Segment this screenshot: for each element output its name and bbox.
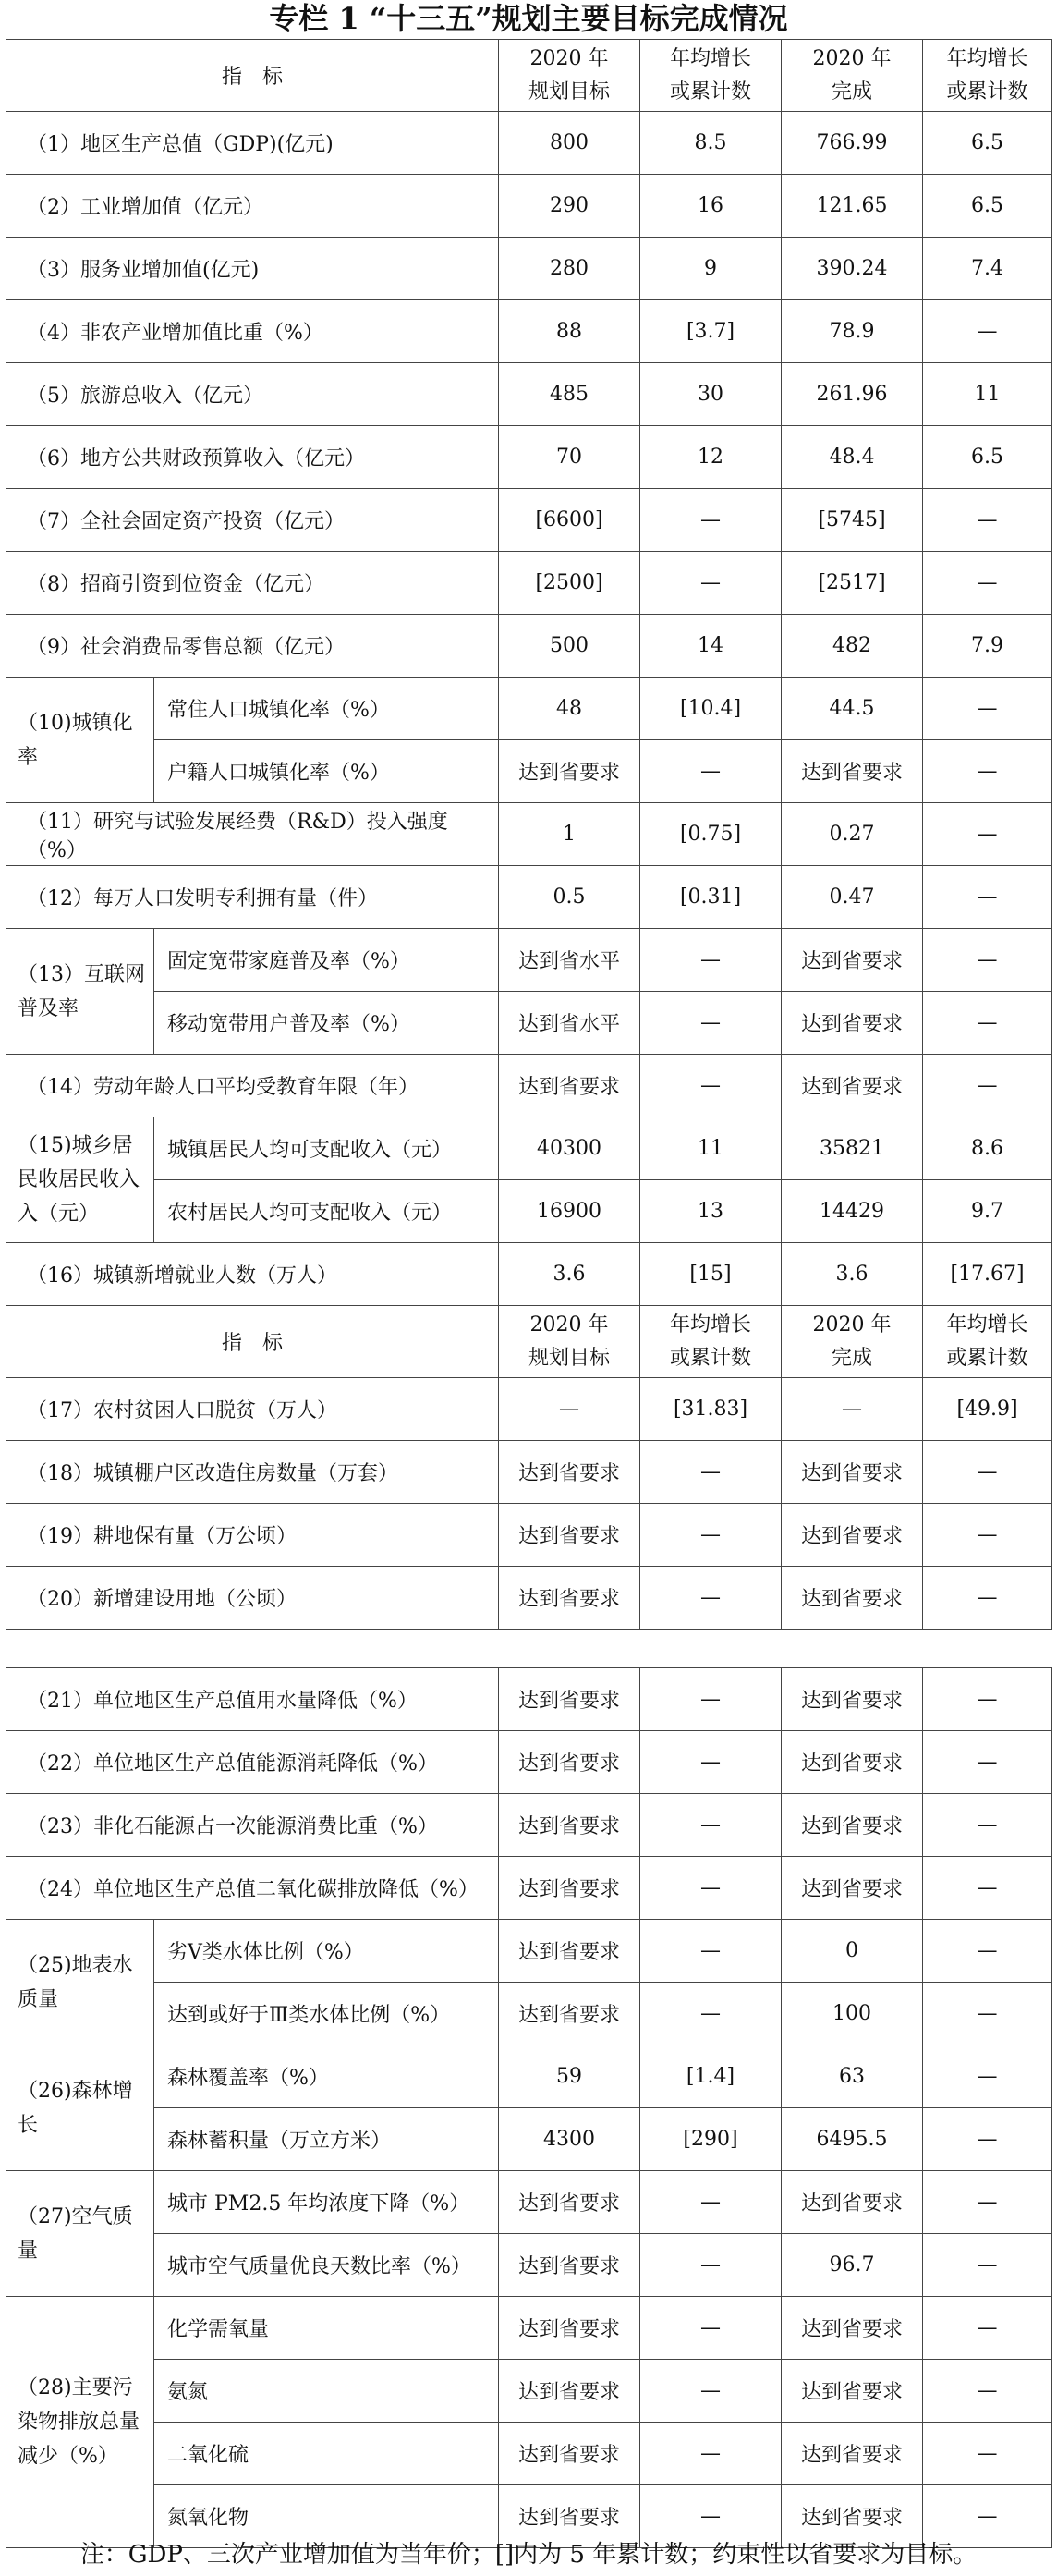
group-label: （10)城镇化率	[6, 678, 154, 803]
cell-growth-done: —	[923, 1668, 1052, 1731]
table-row	[6, 1378, 1052, 1441]
sub-indicator-label: 森林蓄积量（万立方米）	[154, 2108, 499, 2171]
cell-growth-done: —	[923, 2360, 1052, 2423]
cell-done-2020: 121.65	[782, 175, 923, 238]
cell-growth-done: —	[923, 1794, 1052, 1857]
cell-growth-done: —	[923, 1504, 1052, 1567]
cell-growth-done: 6.5	[923, 112, 1052, 175]
header-line: 年均增长	[670, 1312, 752, 1337]
sub-indicator-label: 达到或好于Ⅲ类水体比例（%）	[154, 1983, 499, 2045]
header-indicator: 指 标	[6, 1306, 499, 1378]
header-indicator: 指 标	[6, 40, 499, 112]
cell-done-2020: 达到省要求	[782, 1441, 923, 1504]
cell-growth-done: 9.7	[923, 1180, 1052, 1243]
cell-growth-target: 30	[640, 363, 782, 426]
cell-target-2020: 59	[499, 2045, 640, 2108]
cell-target-2020: 达到省要求	[499, 2171, 640, 2234]
cell-growth-done: —	[923, 2108, 1052, 2171]
cell-growth-target: 9	[640, 238, 782, 300]
sub-indicator-label: 二氧化硫	[154, 2423, 499, 2485]
cell-done-2020: 达到省要求	[782, 1731, 923, 1794]
indicator-label: （22）单位地区生产总值能源消耗降低（%）	[6, 1731, 499, 1794]
cell-growth-target: [3.7]	[640, 300, 782, 363]
cell-growth-target: —	[640, 1055, 782, 1117]
cell-growth-done: 6.5	[923, 426, 1052, 489]
cell-growth-done: —	[923, 489, 1052, 552]
cell-growth-target: —	[640, 1794, 782, 1857]
sub-indicator-label: 城市 PM2.5 年均浓度下降（%）	[154, 2171, 499, 2234]
header-target-2020	[499, 1306, 640, 1378]
indicator-label: （23）非化石能源占一次能源消费比重（%）	[6, 1794, 499, 1857]
header-line: 规划目标	[528, 1346, 611, 1370]
sub-indicator-label: 城镇居民人均可支配收入（元）	[154, 1117, 499, 1180]
header-line: 2020 年	[529, 1312, 609, 1337]
indicator-label: （24）单位地区生产总值二氧化碳排放降低（%）	[6, 1857, 499, 1920]
cell-target-2020: 达到省水平	[499, 992, 640, 1055]
group-label: （26)森林增长	[6, 2045, 154, 2171]
cell-done-2020: 达到省要求	[782, 2423, 923, 2485]
cell-target-2020: 达到省要求	[499, 2360, 640, 2423]
cell-growth-done: —	[923, 866, 1052, 929]
cell-growth-target: —	[640, 1731, 782, 1794]
header-line: 2020 年	[812, 46, 892, 70]
table-row	[6, 552, 1052, 615]
indicator-label: （5）旅游总收入（亿元）	[6, 363, 499, 426]
table-row	[6, 1180, 1052, 1243]
table-row	[6, 2360, 1052, 2423]
cell-target-2020: 达到省要求	[499, 1441, 640, 1504]
indicator-label: （1）地区生产总值（GDP)(亿元)	[6, 112, 499, 175]
cell-done-2020: 达到省要求	[782, 1504, 923, 1567]
table-row	[6, 489, 1052, 552]
cell-done-2020: 261.96	[782, 363, 923, 426]
targets-table-part1	[6, 39, 1052, 1630]
cell-growth-target: 12	[640, 426, 782, 489]
cell-growth-done: —	[923, 1857, 1052, 1920]
cell-growth-done: —	[923, 678, 1052, 740]
cell-target-2020: 达到省要求	[499, 1920, 640, 1983]
cell-target-2020: 达到省要求	[499, 2297, 640, 2360]
cell-done-2020: 达到省要求	[782, 2297, 923, 2360]
cell-growth-done: [17.67]	[923, 1243, 1052, 1306]
cell-target-2020: 达到省要求	[499, 2234, 640, 2297]
cell-target-2020: —	[499, 1378, 640, 1441]
header-line: 或累计数	[946, 1346, 1028, 1370]
cell-growth-target: —	[640, 1857, 782, 1920]
header-target-2020	[499, 40, 640, 112]
indicator-label: （9）社会消费品零售总额（亿元）	[6, 615, 499, 678]
table-row	[6, 300, 1052, 363]
indicator-label: （8）招商引资到位资金（亿元）	[6, 552, 499, 615]
indicator-label: （14）劳动年龄人口平均受教育年限（年）	[6, 1055, 499, 1117]
cell-done-2020: 766.99	[782, 112, 923, 175]
table-row	[6, 1794, 1052, 1857]
cell-done-2020: 达到省要求	[782, 2171, 923, 2234]
cell-done-2020: 100	[782, 1983, 923, 2045]
targets-table-part2	[6, 1667, 1052, 2548]
cell-target-2020: 485	[499, 363, 640, 426]
cell-done-2020: 482	[782, 615, 923, 678]
cell-growth-target: —	[640, 489, 782, 552]
cell-done-2020: 0.27	[782, 803, 923, 866]
cell-growth-done: —	[923, 1055, 1052, 1117]
cell-growth-target: [31.83]	[640, 1378, 782, 1441]
cell-growth-target: —	[640, 2234, 782, 2297]
cell-growth-done: —	[923, 1441, 1052, 1504]
header-line: 2020 年	[812, 1312, 892, 1337]
cell-target-2020: [2500]	[499, 552, 640, 615]
cell-target-2020: 500	[499, 615, 640, 678]
cell-done-2020: 0	[782, 1920, 923, 1983]
table-row	[6, 426, 1052, 489]
cell-target-2020: 40300	[499, 1117, 640, 1180]
sub-indicator-label: 劣Ⅴ类水体比例（%）	[154, 1920, 499, 1983]
cell-done-2020: [5745]	[782, 489, 923, 552]
indicator-label: （7）全社会固定资产投资（亿元）	[6, 489, 499, 552]
cell-target-2020: 达到省要求	[499, 1857, 640, 1920]
cell-target-2020: 4300	[499, 2108, 640, 2171]
indicator-label: （21）单位地区生产总值用水量降低（%）	[6, 1668, 499, 1731]
sub-indicator-label: 森林覆盖率（%）	[154, 2045, 499, 2108]
cell-done-2020: 达到省要求	[782, 1567, 923, 1630]
cell-growth-target: [15]	[640, 1243, 782, 1306]
table-row	[6, 615, 1052, 678]
cell-target-2020: 280	[499, 238, 640, 300]
cell-growth-target: —	[640, 1441, 782, 1504]
indicator-label: （20）新增建设用地（公顷）	[6, 1567, 499, 1630]
table-row	[6, 2297, 1052, 2360]
cell-growth-done: —	[923, 2485, 1052, 2548]
cell-done-2020: 达到省要求	[782, 2485, 923, 2548]
cell-growth-done: —	[923, 2045, 1052, 2108]
table-row	[6, 678, 1052, 740]
cell-target-2020: 达到省要求	[499, 1983, 640, 2045]
table-row	[6, 2108, 1052, 2171]
table-header-row	[6, 40, 1052, 112]
cell-growth-done: 11	[923, 363, 1052, 426]
table-row	[6, 1117, 1052, 1180]
header-line: 年均增长	[946, 1312, 1028, 1337]
indicator-label: （11）研究与试验发展经费（R&D）投入强度（%）	[6, 803, 499, 866]
sub-indicator-label: 移动宽带用户普及率（%）	[154, 992, 499, 1055]
cell-growth-done: —	[923, 929, 1052, 992]
table-row	[6, 1668, 1052, 1731]
cell-target-2020: 达到省要求	[499, 740, 640, 803]
cell-target-2020: 达到省要求	[499, 2423, 640, 2485]
cell-growth-target: —	[640, 1567, 782, 1630]
cell-growth-target: —	[640, 1920, 782, 1983]
cell-done-2020: 达到省要求	[782, 929, 923, 992]
cell-growth-done: —	[923, 803, 1052, 866]
cell-growth-done: —	[923, 992, 1052, 1055]
header-line: 2020 年	[529, 46, 609, 70]
header-done-2020	[782, 40, 923, 112]
cell-growth-done: 8.6	[923, 1117, 1052, 1180]
cell-growth-done: —	[923, 2297, 1052, 2360]
cell-growth-done: —	[923, 1567, 1052, 1630]
indicator-label: （6）地方公共财政预算收入（亿元）	[6, 426, 499, 489]
group-label: （25)地表水质量	[6, 1920, 154, 2045]
cell-growth-target: —	[640, 740, 782, 803]
table-row	[6, 929, 1052, 992]
cell-growth-target: 8.5	[640, 112, 782, 175]
header-line: 规划目标	[528, 79, 611, 104]
cell-done-2020: 14429	[782, 1180, 923, 1243]
cell-growth-target: [1.4]	[640, 2045, 782, 2108]
cell-growth-target: —	[640, 992, 782, 1055]
cell-growth-target: —	[640, 2485, 782, 2548]
cell-target-2020: 0.5	[499, 866, 640, 929]
cell-target-2020: 88	[499, 300, 640, 363]
cell-growth-target: —	[640, 2171, 782, 2234]
cell-target-2020: 48	[499, 678, 640, 740]
cell-target-2020: [6600]	[499, 489, 640, 552]
cell-done-2020: 96.7	[782, 2234, 923, 2297]
sub-indicator-label: 城市空气质量优良天数比率（%）	[154, 2234, 499, 2297]
table-row	[6, 2045, 1052, 2108]
table-row	[6, 1983, 1052, 2045]
sub-indicator-label: 氮氧化物	[154, 2485, 499, 2548]
cell-done-2020: 达到省要求	[782, 1668, 923, 1731]
table-row	[6, 363, 1052, 426]
cell-growth-target: [0.31]	[640, 866, 782, 929]
cell-done-2020: 6495.5	[782, 2108, 923, 2171]
cell-growth-target: 11	[640, 1117, 782, 1180]
indicator-label: （16）城镇新增就业人数（万人）	[6, 1243, 499, 1306]
header-avg-growth-a	[640, 1306, 782, 1378]
sub-indicator-label: 农村居民人均可支配收入（元）	[154, 1180, 499, 1243]
cell-target-2020: 达到省要求	[499, 1731, 640, 1794]
table-row	[6, 1567, 1052, 1630]
table-row	[6, 112, 1052, 175]
cell-target-2020: 3.6	[499, 1243, 640, 1306]
cell-growth-done: —	[923, 1983, 1052, 2045]
header-done-2020	[782, 1306, 923, 1378]
indicator-label: （18）城镇棚户区改造住房数量（万套）	[6, 1441, 499, 1504]
cell-growth-done: 7.9	[923, 615, 1052, 678]
table-row	[6, 1243, 1052, 1306]
header-avg-growth-b	[923, 1306, 1052, 1378]
table-row	[6, 2423, 1052, 2485]
indicator-label: （17）农村贫困人口脱贫（万人）	[6, 1378, 499, 1441]
header-line: 年均增长	[946, 46, 1028, 70]
cell-growth-target: —	[640, 2360, 782, 2423]
cell-target-2020: 1	[499, 803, 640, 866]
table-row	[6, 1441, 1052, 1504]
cell-growth-target: —	[640, 1668, 782, 1731]
header-line: 完成	[832, 79, 873, 104]
cell-growth-target: —	[640, 1504, 782, 1567]
cell-growth-done: —	[923, 1920, 1052, 1983]
cell-growth-done: —	[923, 1731, 1052, 1794]
cell-target-2020: 16900	[499, 1180, 640, 1243]
cell-growth-target: —	[640, 552, 782, 615]
group-label: （15)城乡居民收居民收入入（元）	[6, 1117, 154, 1243]
table-row	[6, 866, 1052, 929]
cell-growth-done: —	[923, 2423, 1052, 2485]
cell-growth-done: [49.9]	[923, 1378, 1052, 1441]
header-line: 年均增长	[670, 46, 752, 70]
table-row	[6, 803, 1052, 866]
cell-done-2020: 达到省要求	[782, 1794, 923, 1857]
cell-done-2020: 390.24	[782, 238, 923, 300]
sub-indicator-label: 户籍人口城镇化率（%）	[154, 740, 499, 803]
table-header-row	[6, 1306, 1052, 1378]
table-footnote: 注：GDP、三次产业增加值为当年价；[]内为 5 年累计数；约束性以省要求为目标。	[79, 2541, 978, 2569]
cell-growth-target: [290]	[640, 2108, 782, 2171]
cell-done-2020: 3.6	[782, 1243, 923, 1306]
indicator-label: （2）工业增加值（亿元）	[6, 175, 499, 238]
cell-growth-done: —	[923, 300, 1052, 363]
table-title: 专栏 1 “十三五”规划主要目标完成情况	[269, 1, 788, 36]
cell-done-2020: —	[782, 1378, 923, 1441]
table-row	[6, 175, 1052, 238]
group-label: （27)空气质量	[6, 2171, 154, 2297]
cell-done-2020: 达到省要求	[782, 1055, 923, 1117]
cell-done-2020: 44.5	[782, 678, 923, 740]
sub-indicator-label: 氨氮	[154, 2360, 499, 2423]
cell-growth-done: —	[923, 552, 1052, 615]
table-row	[6, 992, 1052, 1055]
cell-growth-target: 14	[640, 615, 782, 678]
cell-growth-target: —	[640, 929, 782, 992]
cell-growth-done: —	[923, 740, 1052, 803]
cell-target-2020: 达到省水平	[499, 929, 640, 992]
sub-indicator-label: 常住人口城镇化率（%）	[154, 678, 499, 740]
cell-growth-target: [0.75]	[640, 803, 782, 866]
cell-growth-done: 7.4	[923, 238, 1052, 300]
cell-growth-done: —	[923, 2234, 1052, 2297]
table-row	[6, 2171, 1052, 2234]
cell-target-2020: 290	[499, 175, 640, 238]
header-line: 或累计数	[670, 1346, 752, 1370]
cell-done-2020: 达到省要求	[782, 2360, 923, 2423]
cell-growth-target: —	[640, 1983, 782, 2045]
cell-done-2020: 达到省要求	[782, 992, 923, 1055]
table-row	[6, 740, 1052, 803]
header-line: 或累计数	[946, 79, 1028, 104]
header-avg-growth-b	[923, 40, 1052, 112]
cell-target-2020: 达到省要求	[499, 1567, 640, 1630]
cell-growth-target: 16	[640, 175, 782, 238]
cell-target-2020: 达到省要求	[499, 2485, 640, 2548]
cell-target-2020: 70	[499, 426, 640, 489]
cell-target-2020: 达到省要求	[499, 1794, 640, 1857]
header-line: 完成	[832, 1346, 873, 1370]
cell-target-2020: 达到省要求	[499, 1668, 640, 1731]
cell-growth-done: 6.5	[923, 175, 1052, 238]
table-row	[6, 1920, 1052, 1983]
table-row	[6, 1731, 1052, 1794]
cell-growth-target: —	[640, 2297, 782, 2360]
header-avg-growth-a	[640, 40, 782, 112]
cell-growth-target: —	[640, 2423, 782, 2485]
table-row	[6, 1055, 1052, 1117]
indicator-label: （12）每万人口发明专利拥有量（件）	[6, 866, 499, 929]
sub-indicator-label: 化学需氧量	[154, 2297, 499, 2360]
cell-done-2020: 35821	[782, 1117, 923, 1180]
indicator-label: （19）耕地保有量（万公顷）	[6, 1504, 499, 1567]
group-label: （13）互联网普及率	[6, 929, 154, 1055]
table-row	[6, 2234, 1052, 2297]
cell-done-2020: 78.9	[782, 300, 923, 363]
cell-done-2020: 63	[782, 2045, 923, 2108]
cell-done-2020: 48.4	[782, 426, 923, 489]
cell-growth-done: —	[923, 2171, 1052, 2234]
cell-growth-target: 13	[640, 1180, 782, 1243]
table-row	[6, 238, 1052, 300]
indicator-label: （3）服务业增加值(亿元)	[6, 238, 499, 300]
cell-target-2020: 达到省要求	[499, 1504, 640, 1567]
cell-growth-target: [10.4]	[640, 678, 782, 740]
indicator-label: （4）非农产业增加值比重（%）	[6, 300, 499, 363]
header-line: 或累计数	[670, 79, 752, 104]
cell-target-2020: 800	[499, 112, 640, 175]
cell-done-2020: 达到省要求	[782, 1857, 923, 1920]
group-label: （28)主要污染物排放总量减少（%）	[6, 2297, 154, 2548]
cell-done-2020: [2517]	[782, 552, 923, 615]
cell-target-2020: 达到省要求	[499, 1055, 640, 1117]
table-row	[6, 1504, 1052, 1567]
table-row	[6, 1857, 1052, 1920]
sub-indicator-label: 固定宽带家庭普及率（%）	[154, 929, 499, 992]
cell-done-2020: 0.47	[782, 866, 923, 929]
cell-done-2020: 达到省要求	[782, 740, 923, 803]
